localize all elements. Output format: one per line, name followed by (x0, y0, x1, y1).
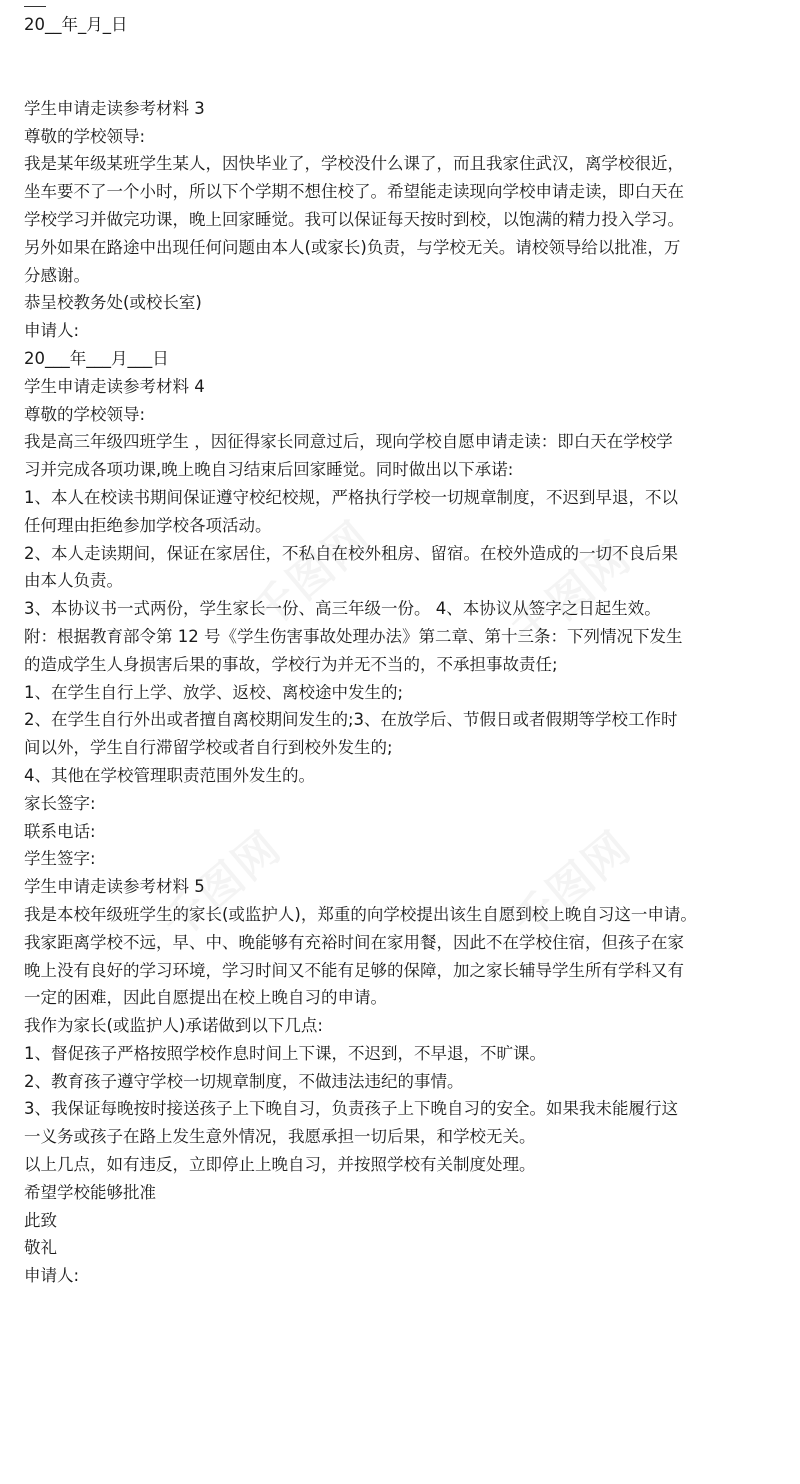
document-line: 晚上没有良好的学习环境，学习时间又不能有足够的保障，加之家长辅导学生所有学科又有 (24, 960, 684, 980)
document-line: 我是某年级某班学生某人，因快毕业了，学校没什么课了，而且我家住武汉，离学校很近， (24, 154, 684, 174)
document-line: 我是本校年级班学生的家长(或监护人)，郑重的向学校提出该生自愿到校上晚自习这一申请。 (24, 904, 697, 924)
document-body (24, 95, 794, 1290)
document-line: 任何理由拒绝参加学校各项活动。 (24, 515, 272, 535)
document-line: 分感谢。 (24, 265, 90, 285)
document-line: 习并完成各项功课,晚上晚自习结束后回家睡觉。同时做出以下承诺: (24, 460, 514, 480)
document-page (24, 6, 794, 1290)
document-line: 希望学校能够批准 (24, 1182, 156, 1202)
document-line: 间以外，学生自行滞留学校或者自行到校外发生的; (24, 738, 393, 758)
document-line: 2、教育孩子遵守学校一切规章制度，不做违法违纪的事情。 (24, 1071, 464, 1091)
document-line: 2、在学生自行外出或者擅自离校期间发生的;3、在放学后、节假日或者假期等学校工作时 (24, 710, 678, 730)
document-line: 附：根据教育部令第 12 号《学生伤害事故处理办法》第二章、第十三条：下列情况下发生 (24, 626, 683, 646)
document-line: 2、本人走读期间，保证在家居住，不私自在校外租房、留宿。在校外造成的一切不良后果 (24, 543, 678, 563)
document-line: 一定的困难，因此自愿提出在校上晚自习的申请。 (24, 988, 387, 1008)
document-line: 1、本人在校读书期间保证遵守校纪校规，严格执行学校一切规章制度，不迟到早退，不以 (24, 487, 678, 507)
document-line: 我是高三年级四班学生 ，因征得家长同意过后，现向学校自愿申请走读：即白天在学校学 (24, 432, 673, 452)
document-line: 学生申请走读参考材料 4 (24, 376, 205, 396)
document-line: 3、我保证每晚按时接送孩子上下晚自习，负责孩子上下晚自习的安全。如果我未能履行这 (24, 1099, 678, 1119)
document-line: 另外如果在路途中出现任何问题由本人(或家长)负责，与学校无关。请校领导给以批准，万 (24, 237, 681, 257)
document-line: 由本人负责。 (24, 571, 123, 591)
document-line: 4、其他在学校管理职责范围外发生的。 (24, 765, 315, 785)
document-line: 一义务或孩子在路上发生意外情况，我愿承担一切后果，和学校无关。 (24, 1127, 536, 1147)
document-line: 1、督促孩子严格按照学校作息时间上下课，不迟到，不早退，不旷课。 (24, 1043, 546, 1063)
document-line: 尊敬的学校领导: (24, 126, 146, 146)
document-line: 恭呈校教务处(或校长室) (24, 293, 202, 313)
document-line: 以上几点，如有违反，立即停止上晚自习，并按照学校有关制度处理。 (24, 1155, 536, 1175)
document-line: 家长签字: (24, 793, 96, 813)
document-line: 学生申请走读参考材料 5 (24, 877, 205, 897)
top-divider (24, 6, 46, 7)
document-line: 20___年___月___日 (24, 348, 169, 368)
date-line: 20__年_月_日 (24, 15, 128, 34)
document-line: 此致 (24, 1210, 57, 1230)
document-line: 学生申请走读参考材料 3 (24, 98, 205, 118)
document-line: 我作为家长(或监护人)承诺做到以下几点: (24, 1016, 323, 1036)
document-line: 尊敬的学校领导: (24, 404, 146, 424)
document-line: 联系电话: (24, 821, 96, 841)
document-line: 学生签字: (24, 849, 96, 869)
document-line: 申请人: (24, 1266, 80, 1286)
document-line: 的造成学生人身损害后果的事故，学校行为并无不当的，不承担事故责任; (24, 654, 558, 674)
document-line: 1、在学生自行上学、放学、返校、离校途中发生的; (24, 682, 404, 702)
document-line: 我家距离学校不远，早、中、晚能够有充裕时间在家用餐，因此不在学校住宿，但孩子在家 (24, 932, 684, 952)
document-line: 学校学习并做完功课，晚上回家睡觉。我可以保证每天按时到校，以饱满的精力投入学习。 (24, 209, 684, 229)
document-line: 申请人: (24, 321, 80, 341)
document-line: 敬礼 (24, 1238, 57, 1258)
document-line: 3、本协议书一式两份，学生家长一份、高三年级一份。 4、本协议从签字之日起生效。 (24, 599, 661, 619)
spacer (24, 39, 794, 95)
document-line: 坐车要不了一个小时，所以下个学期不想住校了。希望能走读现向学校申请走读，即白天在 (24, 182, 684, 202)
